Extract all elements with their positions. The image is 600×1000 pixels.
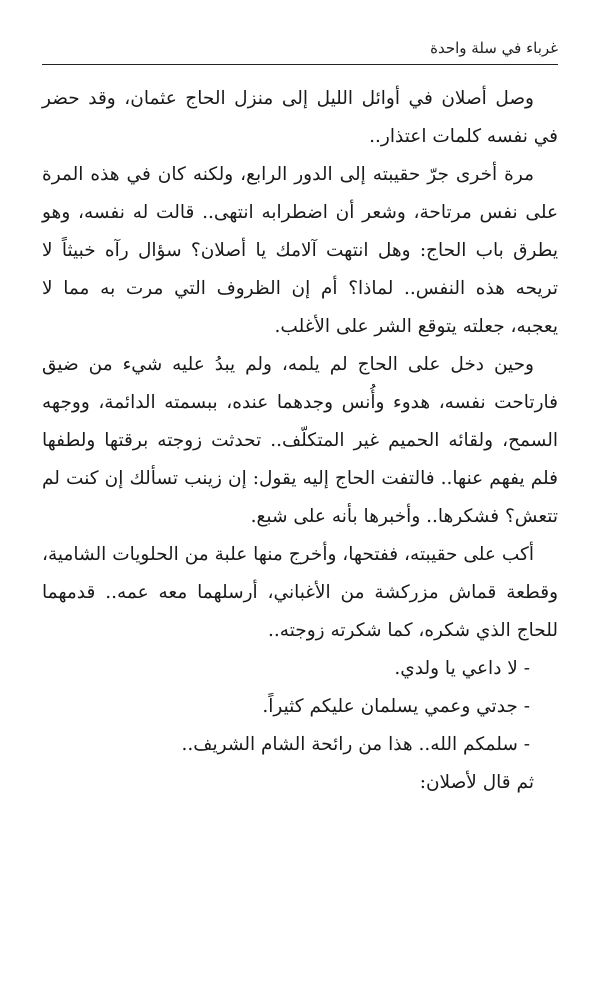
paragraph-3: وحين دخل على الحاج لم يلمه، ولم يبدُ عليه شيء من ضيق فارتاحت نفسه، هدوء وأُنس وجدهما عنده، ببسمته الدائمة، ووجهه السمح، ولقائه الحميم غير المتكلّف.. تحدثت زوجته برقتها ولطفها فلم يفهم عنها.. فالتفت الحاج إليه يقول: إن زينب تسألك إن كنت لم تتعش؟ فشكرها.. وأخبرها بأنه على شبع. [42,354,558,527]
paragraph-2: مرة أخرى جرّ حقيبته إلى الدور الرابع، ولكنه كان في هذه المرة على نفس مرتاحة، وشعر أن اضطرابه انتهى.. قالت له نفسه، وهو يطرق باب الحاج: وهل انتهت آلامك يا أصلان؟ سؤال رآه خبيثاً لا تريحه هذه النفس.. لماذا؟ أم إن الظروف التي مرت به مما لا يعجبه، جعلته يتوقع الشر على الأغلب. [42,164,558,337]
page-body [42,80,558,802]
paragraph-4: أكب على حقيبته، ففتحها، وأخرج منها علبة من الحلويات الشامية، وقطعة قماش مزركشة من الأغباني، أرسلهما معه عمه.. قدمهما للحاج الذي شكره، كما شكرته زوجته.. [42,544,558,641]
dialogue-line-3: - سلمكم الله.. هذا من رائحة الشام الشريف.. [181,734,530,755]
dialogue-line-2: - جدتي وعمي يسلمان عليكم كثيراً. [262,696,530,717]
closing-line: ثم قال لأصلان: [419,772,534,793]
paragraph-1: وصل أصلان في أوائل الليل إلى منزل الحاج عثمان، وقد حضر في نفسه كلمات اعتذار.. [42,88,558,147]
book-title: غرباء في سلة واحدة [430,39,558,57]
dialogue-line-1: - لا داعي يا ولدي. [394,658,530,679]
running-header [42,36,558,65]
